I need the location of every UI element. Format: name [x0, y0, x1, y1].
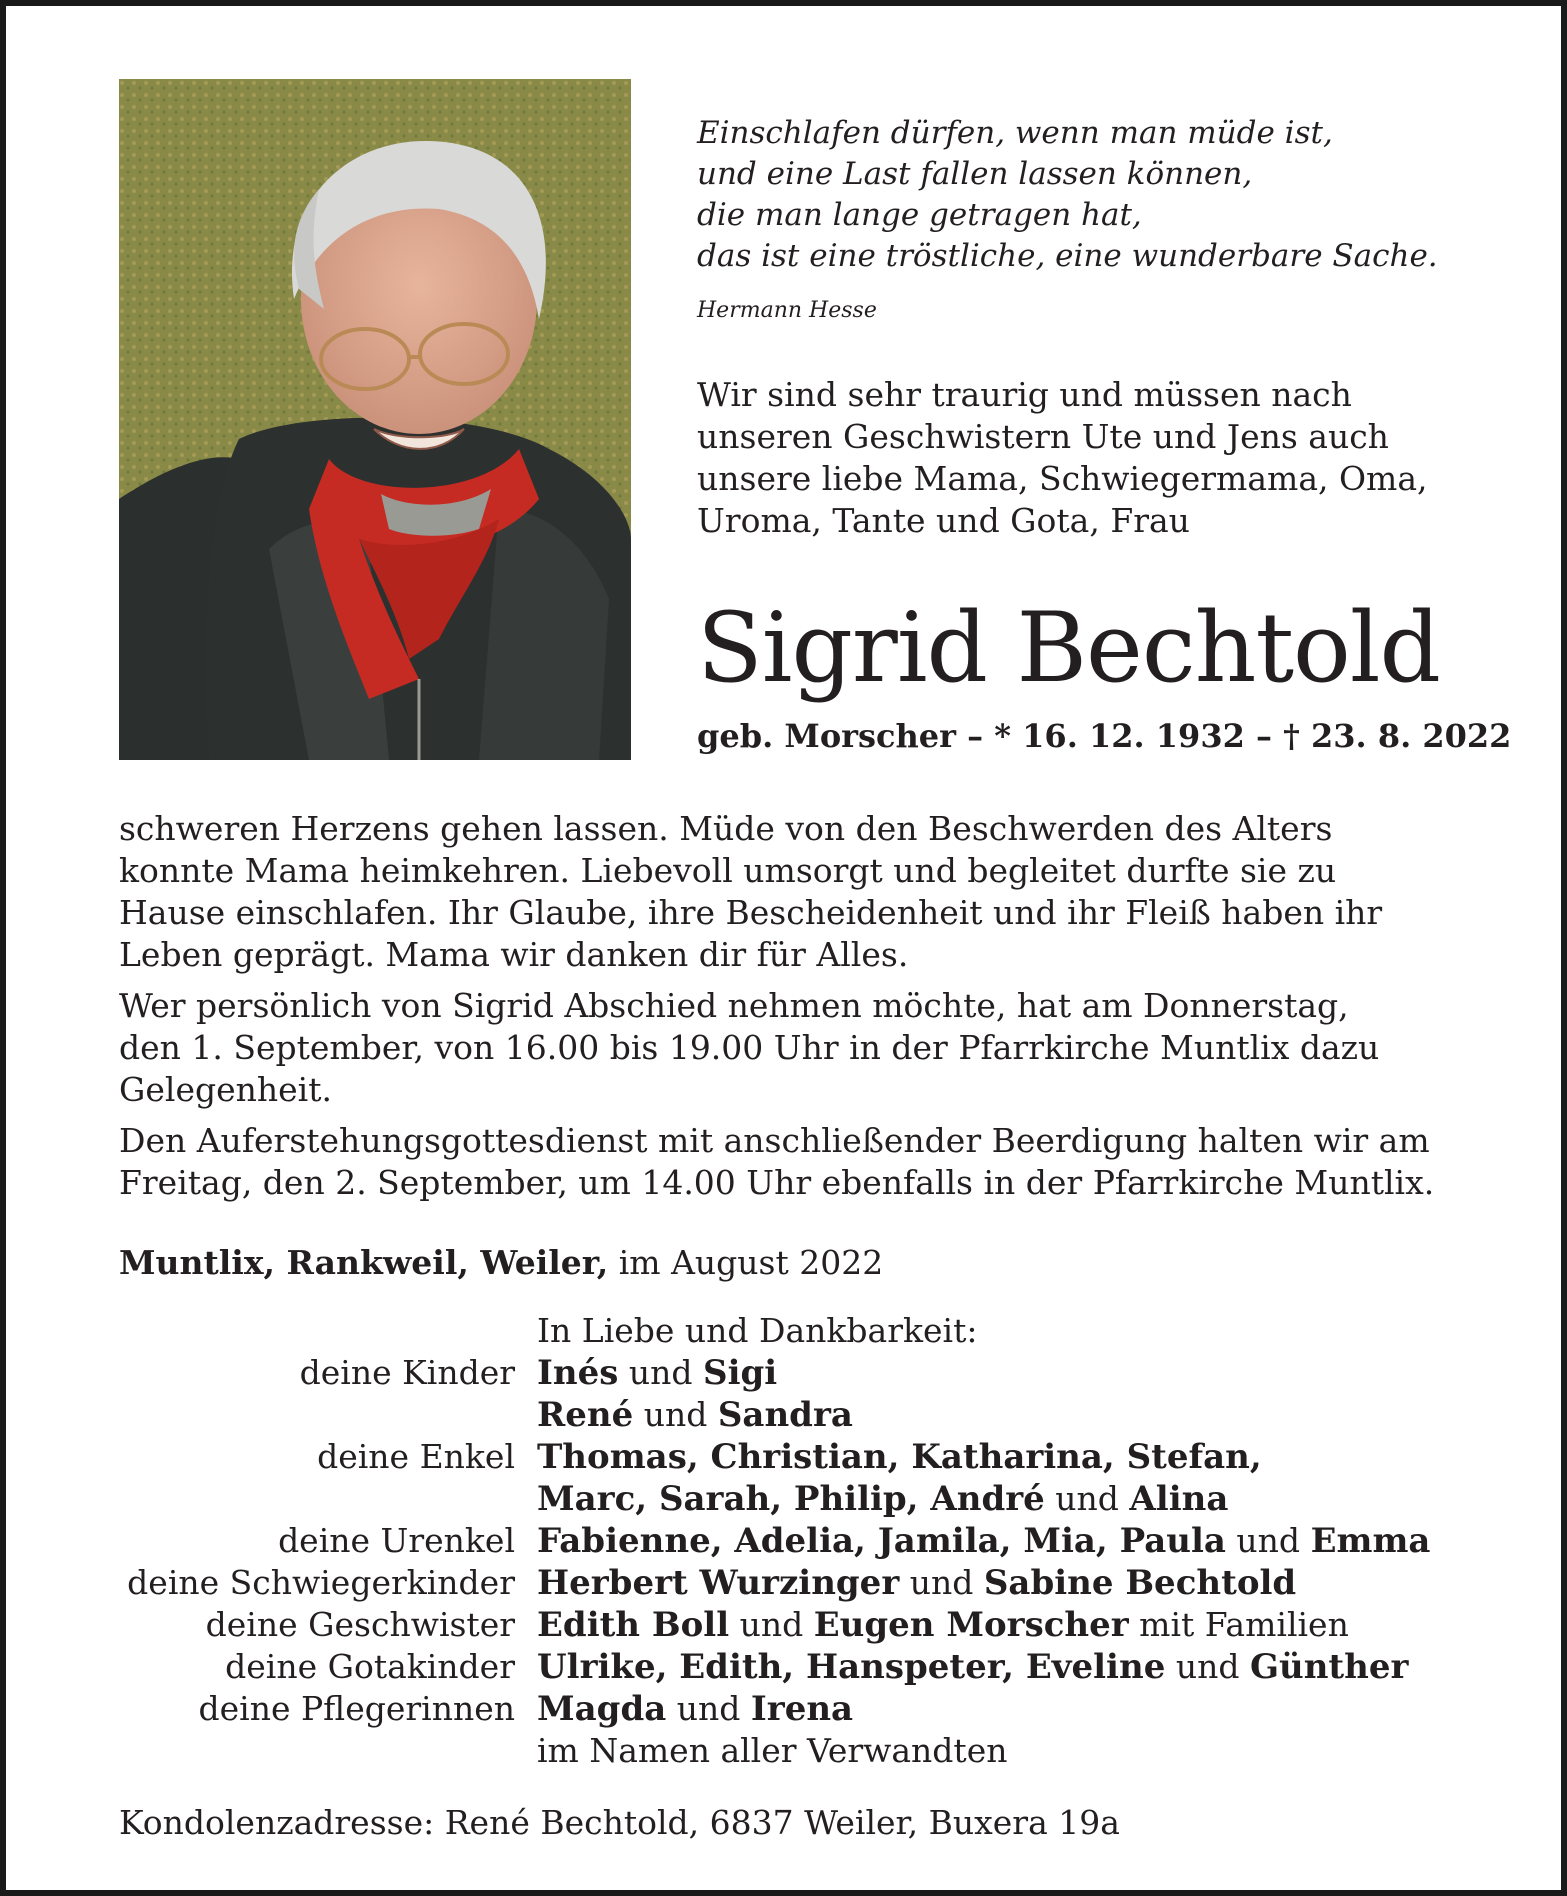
- mourner-name: Sabine Bechtold: [983, 1563, 1297, 1603]
- body-line: Gelegenheit.: [119, 1070, 332, 1109]
- mourners-row: deine Gotakinder Ulrike, Edith, Hanspeter, Eveline und Günther: [119, 1646, 1519, 1688]
- mourner-name: Marc, Sarah, Philip, André: [537, 1479, 1045, 1519]
- relation-label: deine Schwiegerkinder: [127, 1563, 515, 1602]
- mourner-name: Sandra: [717, 1395, 853, 1435]
- mourners-row: deine Pflegerinnen Magda und Irena: [119, 1688, 1519, 1730]
- relation-label: deine Kinder: [299, 1353, 515, 1392]
- mourner-name: Alina: [1129, 1479, 1229, 1519]
- relation-label: deine Pflegerinnen: [198, 1689, 515, 1728]
- mourner-name: Irena: [750, 1689, 854, 1729]
- mourners-row: [119, 1436, 1519, 1478]
- mourner-name: Ulrike, Edith, Hanspeter, Eveline: [537, 1647, 1166, 1687]
- place-date: [119, 1243, 883, 1282]
- quote-line: die man lange getragen hat,: [697, 197, 1142, 233]
- quote-line: das ist eine tröstliche, eine wunderbare Sache.: [697, 238, 1438, 274]
- quote-line: und eine Last fallen lassen können,: [697, 156, 1253, 192]
- body-line: schweren Herzens gehen lassen. Müde von den Beschwerden des Alters: [119, 809, 1333, 848]
- quote: [697, 113, 1457, 277]
- mourners-row: [119, 1310, 1519, 1352]
- mourners-row: deine Urenkel Fabienne, Adelia, Jamila, Mia, Paula und Emma: [119, 1520, 1519, 1562]
- relation-label: deine Urenkel: [278, 1521, 515, 1560]
- body-paragraph-3: [119, 1120, 1449, 1204]
- intro-text: [697, 374, 1447, 542]
- intro-line: Wir sind sehr traurig und müssen nach: [697, 375, 1352, 414]
- body-line: konnte Mama heimkehren. Liebevoll umsorgt und begleitet durfte sie zu: [119, 851, 1337, 890]
- relation-label: deine Geschwister: [205, 1605, 515, 1644]
- relation-label: deine Gotakinder: [225, 1647, 515, 1686]
- mourner-name: Thomas, Christian, Katharina, Stefan,: [537, 1437, 1262, 1477]
- body-line: Freitag, den 2. September, um 14.00 Uhr ebenfalls in der Pfarrkirche Muntlix.: [119, 1163, 1435, 1202]
- mourners-row: deine Schwiegerkinder Herbert Wurzinger und Sabine Bechtold: [119, 1562, 1519, 1604]
- body-paragraph-2: [119, 985, 1449, 1111]
- mourners-row: Marc, Sarah, Philip, André und Alina: [537, 1479, 1229, 1519]
- mourner-name: Eugen Morscher: [813, 1605, 1129, 1645]
- intro-line: unseren Geschwistern Ute und Jens auch: [697, 417, 1389, 456]
- birth-death-line: geb. Morscher – * 16. 12. 1932 – † 23. 8. 2022: [697, 717, 1512, 755]
- place-month: im August 2022: [608, 1243, 884, 1282]
- intro-line: unsere liebe Mama, Schwiegermama, Oma,: [697, 459, 1428, 498]
- mourners-closing: im Namen aller Verwandten: [537, 1731, 1008, 1770]
- mourner-name: Magda: [537, 1689, 667, 1729]
- body-line: Hause einschlafen. Ihr Glaube, ihre Bescheidenheit und ihr Fleiß haben ihr: [119, 893, 1383, 932]
- mourner-name: Günther: [1249, 1647, 1409, 1687]
- body-line: Den Auferstehungsgottesdienst mit anschließender Beerdigung halten wir am: [119, 1121, 1430, 1160]
- mourner-name: Fabienne, Adelia, Jamila, Mia, Paula: [537, 1521, 1226, 1561]
- mourners-row: deine Geschwister Edith Boll und Eugen Morscher mit Familien: [119, 1604, 1519, 1646]
- mourner-name: Sigi: [703, 1353, 778, 1393]
- mourners-heading: In Liebe und Dankbarkeit:: [537, 1311, 978, 1350]
- mourner-name: Emma: [1310, 1521, 1431, 1561]
- place-towns: Muntlix, Rankweil, Weiler,: [119, 1243, 609, 1282]
- quote-line: Einschlafen dürfen, wenn man müde ist,: [697, 115, 1333, 151]
- body-line: den 1. September, von 16.00 bis 19.00 Uhr in der Pfarrkirche Muntlix dazu: [119, 1028, 1380, 1067]
- mourner-name: Herbert Wurzinger: [537, 1563, 900, 1603]
- intro-line: Uroma, Tante und Gota, Frau: [697, 501, 1190, 540]
- condolence-address: Kondolenzadresse: René Bechtold, 6837 Weiler, Buxera 19a: [119, 1803, 1120, 1842]
- portrait-photo: [119, 79, 631, 760]
- body-line: Leben geprägt. Mama wir danken dir für Alles.: [119, 935, 909, 974]
- body-line: Wer persönlich von Sigrid Abschied nehmen möchte, hat am Donnerstag,: [119, 986, 1349, 1025]
- mourners-row: deine Kinder Inés und Sigi: [119, 1352, 1519, 1394]
- deceased-name: Sigrid Bechtold: [697, 592, 1440, 704]
- relation-label: deine Enkel: [317, 1437, 515, 1476]
- mourners-row: René und Sandra: [537, 1395, 853, 1435]
- quote-author: Hermann Hesse: [697, 298, 877, 323]
- mourners-row: [119, 1730, 1519, 1772]
- mourner-name: Edith Boll: [537, 1605, 730, 1645]
- mourner-name: Inés: [537, 1353, 619, 1393]
- mourners-list: [119, 1310, 1519, 1772]
- body-paragraph-1: [119, 808, 1449, 976]
- mourner-name: René: [537, 1395, 634, 1435]
